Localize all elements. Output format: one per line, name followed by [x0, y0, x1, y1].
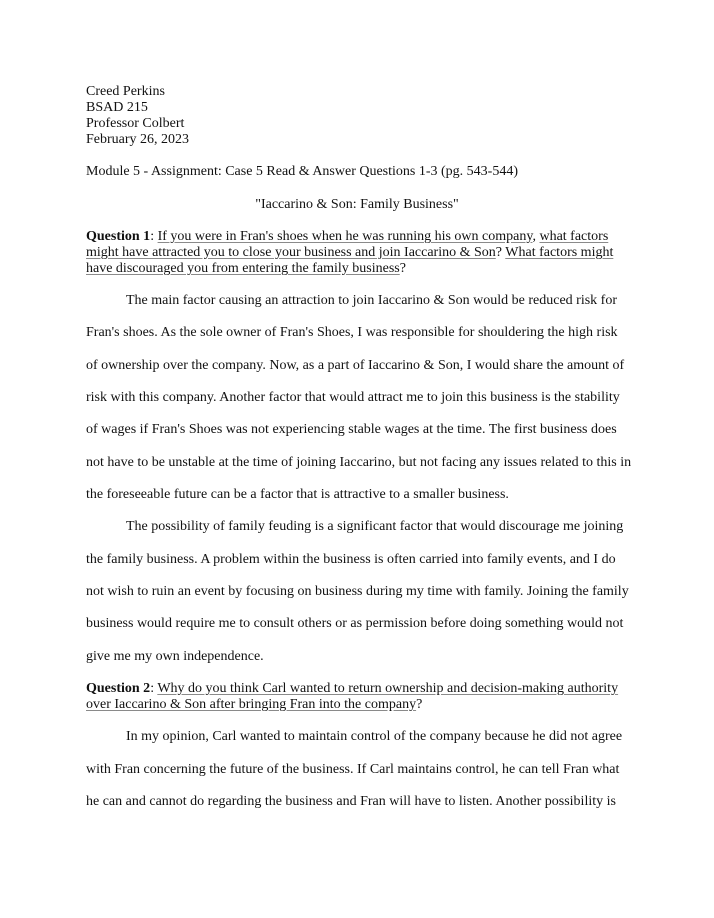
assignment-line: Module 5 - Assignment: Case 5 Read & Answer Questions 1-3 (pg. 543-544)	[86, 164, 519, 179]
question-1-part-3a: What factors might	[505, 245, 614, 260]
answer-1-line: risk with this company. Another factor that would attract me to join this business is the stability	[86, 390, 620, 405]
answer-1-line: business would require me to consult others or as permission before doing something would not	[86, 616, 624, 631]
answer-1-line: The main factor causing an attraction to join Iaccarino & Son would be reduced risk for	[126, 293, 617, 308]
answer-2-line: he can and cannot do regarding the business and Fran will have to listen. Another possibility is	[86, 794, 616, 809]
question-2-part-1b: over Iaccarino & Son after bringing Fran into the company	[86, 697, 417, 712]
question-1-part-3b: have discouraged you from entering the family business	[86, 261, 400, 276]
answer-2-line: In my opinion, Carl wanted to maintain control of the company because he did not agree	[126, 729, 623, 744]
answer-1-line: The possibility of family feuding is a significant factor that would discourage me joining	[126, 519, 624, 534]
question-1-part-2a: what factors	[539, 229, 609, 244]
answer-1-line: not have to be unstable at the time of joining Iaccarino, but not facing any issues related to this in	[86, 455, 632, 470]
question-1: Question 1: If you were in Fran's shoes when he was running his own company, what factors might have attracted you to close your business and join Iaccarino & Son? What factors might have discouraged you from entering the family business?	[86, 229, 614, 276]
author-name: Creed Perkins	[86, 84, 165, 99]
course-code: BSAD 215	[86, 100, 148, 115]
document-title: "Iaccarino & Son: Family Business"	[255, 197, 459, 212]
professor-name: Professor Colbert	[86, 116, 185, 131]
answer-1-line: not wish to ruin an event by focusing on business during my time with family. Joining the family	[86, 584, 629, 599]
answer-1-line: the family business. A problem within the business is often carried into family events, and I do	[86, 552, 616, 567]
answer-1-line: the foreseeable future can be a factor that is attractive to a smaller business.	[86, 487, 509, 502]
question-1-part-1: If you were in Fran's shoes when he was running his own company	[157, 229, 533, 244]
document-date: February 26, 2023	[86, 132, 190, 147]
answer-1-line: give me my own independence.	[86, 649, 264, 664]
answer-2-line: with Fran concerning the future of the business. If Carl maintains control, he can tell Fran what	[86, 762, 620, 777]
question-2-label: Question 2	[86, 681, 151, 696]
question-1-part-2b: might have attracted you to close your business and join Iaccarino & Son	[86, 245, 496, 260]
question-2-part-1a: Why do you think Carl wanted to return ownership and decision-making authority	[157, 681, 619, 696]
answer-1-line: Fran's shoes. As the sole owner of Fran's Shoes, I was responsible for shouldering the high risk	[86, 325, 618, 340]
answer-1-line: of wages if Fran's Shoes was not experiencing stable wages at the time. The first business does	[86, 422, 617, 437]
question-1-label: Question 1	[86, 229, 151, 244]
answer-1-line: of ownership over the company. Now, as a part of Iaccarino & Son, I would share the amount of	[86, 358, 625, 373]
question-2: Question 2: Why do you think Carl wanted to return ownership and decision-making authority over Iaccarino & Son after bringing Fran into the company?	[86, 681, 619, 712]
